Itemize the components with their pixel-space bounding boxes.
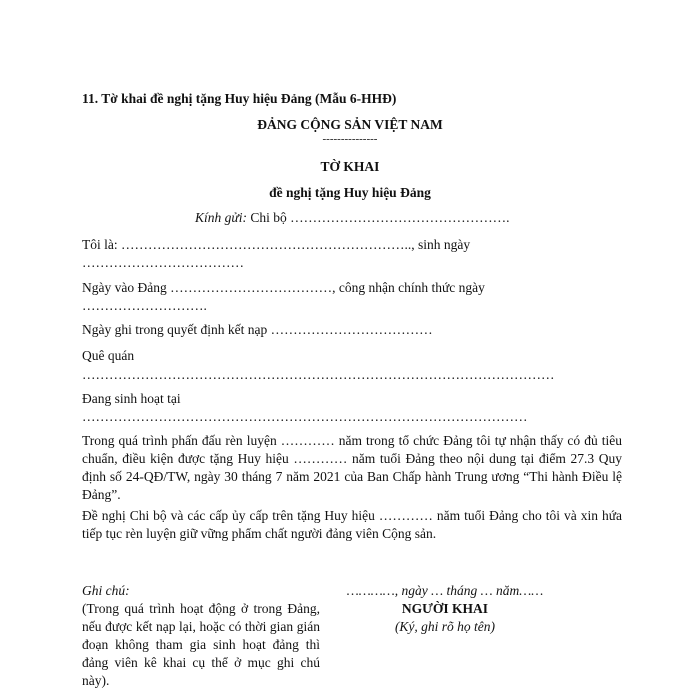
note-text: (Trong quá trình hoạt động ở trong Đảng, nếu được kết nạp lại, hoặc có thời gian gián đoạn không tham gia sinh hoạt đảng thì đảng viên kê khai cụ thể ở mục ghi chú này). bbox=[82, 601, 320, 688]
signer-title: NGƯỜI KHAI bbox=[401, 601, 489, 616]
addressee-value: Chi bộ …………………………………………. bbox=[247, 210, 510, 225]
name-field: Tôi là: ……………………………………………………….., sinh ngày bbox=[82, 237, 471, 252]
section-heading: 11. Tờ khai đề nghị tặng Huy hiệu Đảng (Mẫu 6-HHĐ) bbox=[82, 91, 397, 106]
separator: --------------- bbox=[322, 133, 378, 145]
official-date-field: ………………………. bbox=[82, 298, 207, 313]
activity-label: Đang sinh hoạt tại bbox=[82, 391, 181, 406]
addressee bbox=[195, 209, 510, 227]
hometown-field: …………………………………………………………………………………………… bbox=[82, 367, 555, 382]
birthdate-field: ……………………………… bbox=[82, 255, 244, 270]
signature-instruction: (Ký, ghi rõ họ tên) bbox=[394, 619, 496, 634]
party-name: ĐẢNG CỘNG SẢN VIỆT NAM bbox=[257, 117, 443, 132]
signature-date: …………, ngày … tháng … năm…… bbox=[346, 583, 544, 598]
paragraph-statement: Trong quá trình phấn đấu rèn luyện ………… năm trong tổ chức Đảng tôi tự nhận thấy có đủ tiêu chuẩn, điều kiện được tặng Huy hiệu ………… năm tuổi Đảng theo nội dung tại điểm 27.3 Quy định số 24-QĐ/TW, ngày 30 tháng 7 năm 2021 của Ban Chấp hành Trung ương “Thi hành Điều lệ Đảng”. bbox=[82, 433, 622, 502]
note-label: Ghi chú: bbox=[82, 583, 130, 598]
hometown-label: Quê quán bbox=[82, 348, 135, 363]
form-subtitle: đề nghị tặng Huy hiệu Đảng bbox=[269, 185, 431, 200]
form-title: TỜ KHAI bbox=[320, 159, 380, 174]
join-date-field: Ngày vào Đảng ………………………………, công nhận chính thức ngày bbox=[82, 280, 485, 295]
decision-date-field: Ngày ghi trong quyết định kết nạp ……………………………… bbox=[82, 322, 433, 337]
paragraph-request: Đề nghị Chi bộ và các cấp ủy cấp trên tặng Huy hiệu ………… năm tuổi Đảng cho tôi và xin hứa tiếp tục rèn luyện giữ vững phẩm chất người đảng viên Cộng sản. bbox=[82, 508, 622, 541]
activity-field: ……………………………………………………………………………………… bbox=[82, 409, 528, 424]
addressee-label: Kính gửi: bbox=[195, 210, 247, 225]
